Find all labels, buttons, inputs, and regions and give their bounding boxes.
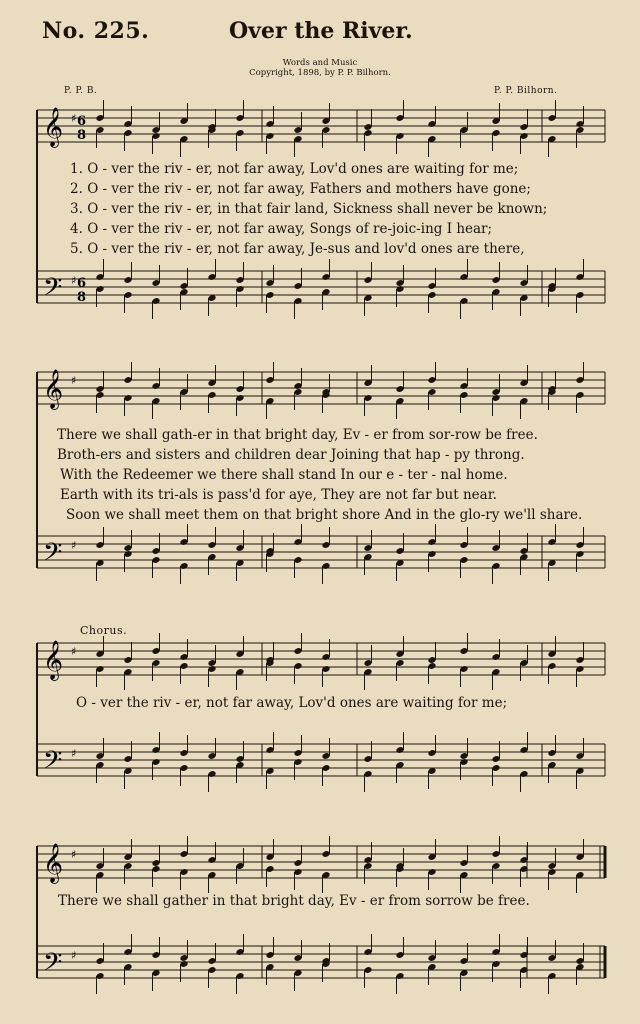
svg-text:6: 6 <box>77 276 87 291</box>
chorus-line-2: There we shall gather in that bright day, Ev - er from sorrow be free. <box>58 893 530 909</box>
verse-5-line-2: Soon we shall meet them on that bright shore And in the glo-ry we'll share. <box>66 507 583 523</box>
svg-text:𝄢: 𝄢 <box>43 948 63 983</box>
verse-number: 3. <box>70 201 83 217</box>
svg-text:𝄞: 𝄞 <box>43 640 64 680</box>
verse-3-line-1 <box>70 202 547 217</box>
verse-text: O - ver the riv - er, not far away, Fathers and mothers have gone; <box>87 181 531 197</box>
svg-text:8: 8 <box>77 290 87 305</box>
verse-number: 5. <box>70 241 83 257</box>
lyricist-initials: P. P. B. <box>64 86 98 96</box>
svg-text:𝄢: 𝄢 <box>43 273 63 308</box>
verse-4-line-2: Earth with its tri-als is pass'd for aye, They are not far but near. <box>60 487 497 503</box>
svg-text:6: 6 <box>77 114 87 129</box>
system-4 <box>37 843 605 983</box>
verse-text: O - ver the riv - er, in that fair land, Sickness shall never be known; <box>87 201 548 217</box>
svg-text:𝄢: 𝄢 <box>43 746 63 781</box>
svg-text:𝄞: 𝄞 <box>43 107 64 147</box>
copyright-line: Copyright, 1898, by P. P. Bilhorn. <box>249 68 391 78</box>
svg-text:♯: ♯ <box>71 645 77 658</box>
verse-2-line-1 <box>70 182 531 197</box>
svg-text:♯: ♯ <box>71 747 77 760</box>
verse-1-line-2: There we shall gath-er in that bright day, Ev - er from sor-row be free. <box>57 427 538 443</box>
svg-text:♯: ♯ <box>71 112 77 125</box>
verse-5-line-1 <box>70 242 525 257</box>
hymn-title: Over the River. <box>229 18 413 44</box>
svg-text:♯: ♯ <box>71 374 77 387</box>
credit-words-music: Words and Music <box>282 58 358 68</box>
chorus-line-1: O - ver the riv - er, not far away, Lov'd ones are waiting for me; <box>76 695 508 711</box>
verse-text: O - ver the riv - er, not far away, Lov'd ones are waiting for me; <box>87 161 519 177</box>
verse-1-line-1 <box>70 162 518 177</box>
verse-4-line-1 <box>70 222 492 237</box>
svg-text:𝄢: 𝄢 <box>43 538 63 573</box>
verse-3-line-2: With the Redeemer we there shall stand In our e - ter - nal home. <box>60 467 508 483</box>
verse-number: 4. <box>70 221 83 237</box>
svg-text:𝄞: 𝄞 <box>43 843 64 883</box>
chorus-label: Chorus. <box>80 624 128 637</box>
svg-text:♯: ♯ <box>71 949 77 962</box>
verse-2-line-2: Broth-ers and sisters and children dear Joining that hap - py throng. <box>57 447 525 463</box>
svg-text:8: 8 <box>77 128 87 143</box>
svg-text:♯: ♯ <box>71 848 77 861</box>
verse-text: O - ver the riv - er, not far away, Songs of re-joic-ing I hear; <box>87 221 493 237</box>
verse-text: O - ver the riv - er, not far away, Je-sus and lov'd ones are there, <box>87 241 525 257</box>
hymn-number: No. 225. <box>42 18 150 44</box>
svg-text:𝄞: 𝄞 <box>43 369 64 409</box>
svg-text:♯: ♯ <box>71 539 77 552</box>
svg-text:♯: ♯ <box>71 274 77 287</box>
verse-number: 1. <box>70 161 83 177</box>
verse-number: 2. <box>70 181 83 197</box>
composer-name: P. P. Bilhorn. <box>494 86 558 96</box>
